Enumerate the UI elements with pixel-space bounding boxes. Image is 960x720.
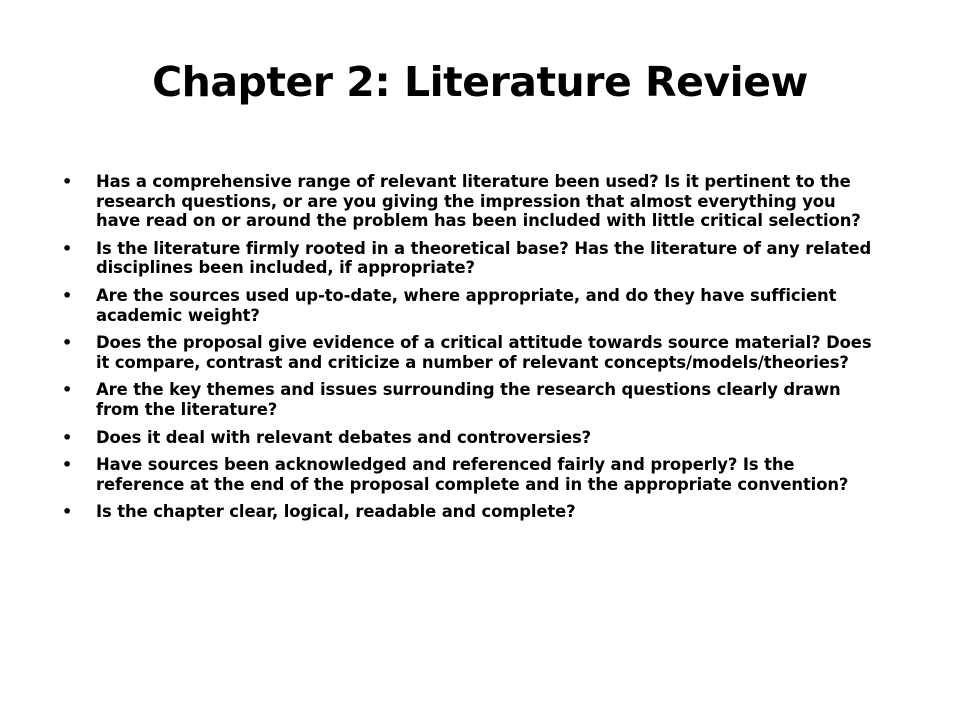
bullet-glyph: • (62, 238, 73, 258)
bullet-item (58, 286, 878, 325)
bullet-text: Has a comprehensive range of relevant literature been used? Is it pertinent to the research questions, or are you giving the impression that almost everything you have read on or around the problem has been included with little critical selection? (96, 172, 861, 231)
bullet-item (58, 380, 878, 419)
bullet-list (58, 172, 878, 530)
bullet-glyph: • (62, 455, 73, 475)
bullet-glyph: • (62, 333, 73, 353)
bullet-text: Does it deal with relevant debates and controversies? (96, 427, 592, 447)
bullet-text: Is the chapter clear, logical, readable and complete? (96, 502, 576, 522)
bullet-glyph: • (62, 285, 73, 305)
slide-title: Chapter 2: Literature Review (152, 58, 808, 106)
bullet-glyph: • (62, 502, 73, 522)
bullet-text: Does the proposal give evidence of a critical attitude towards source material? Does it compare, contrast and criticize a number of relevant concepts/models/theories? (96, 333, 872, 372)
bullet-text: Are the sources used up-to-date, where appropriate, and do they have sufficient academic weight? (96, 285, 837, 325)
bullet-text: Are the key themes and issues surrounding the research questions clearly drawn from the literature? (96, 380, 841, 419)
bullet-item (58, 333, 878, 372)
bullet-item (58, 502, 878, 522)
bullet-item (58, 428, 878, 448)
bullet-text: Is the literature firmly rooted in a theoretical base? Has the literature of any related disciplines been included, if appropriate? (96, 238, 872, 278)
bullet-glyph: • (62, 427, 73, 447)
bullet-item (58, 172, 878, 231)
bullet-text: Have sources been acknowledged and referenced fairly and properly? Is the reference at the end of the proposal complete and in the appropriate convention? (96, 455, 849, 494)
bullet-glyph: • (62, 380, 73, 400)
bullet-item (58, 455, 878, 494)
bullet-glyph: • (62, 172, 73, 191)
bullet-item (58, 239, 878, 278)
